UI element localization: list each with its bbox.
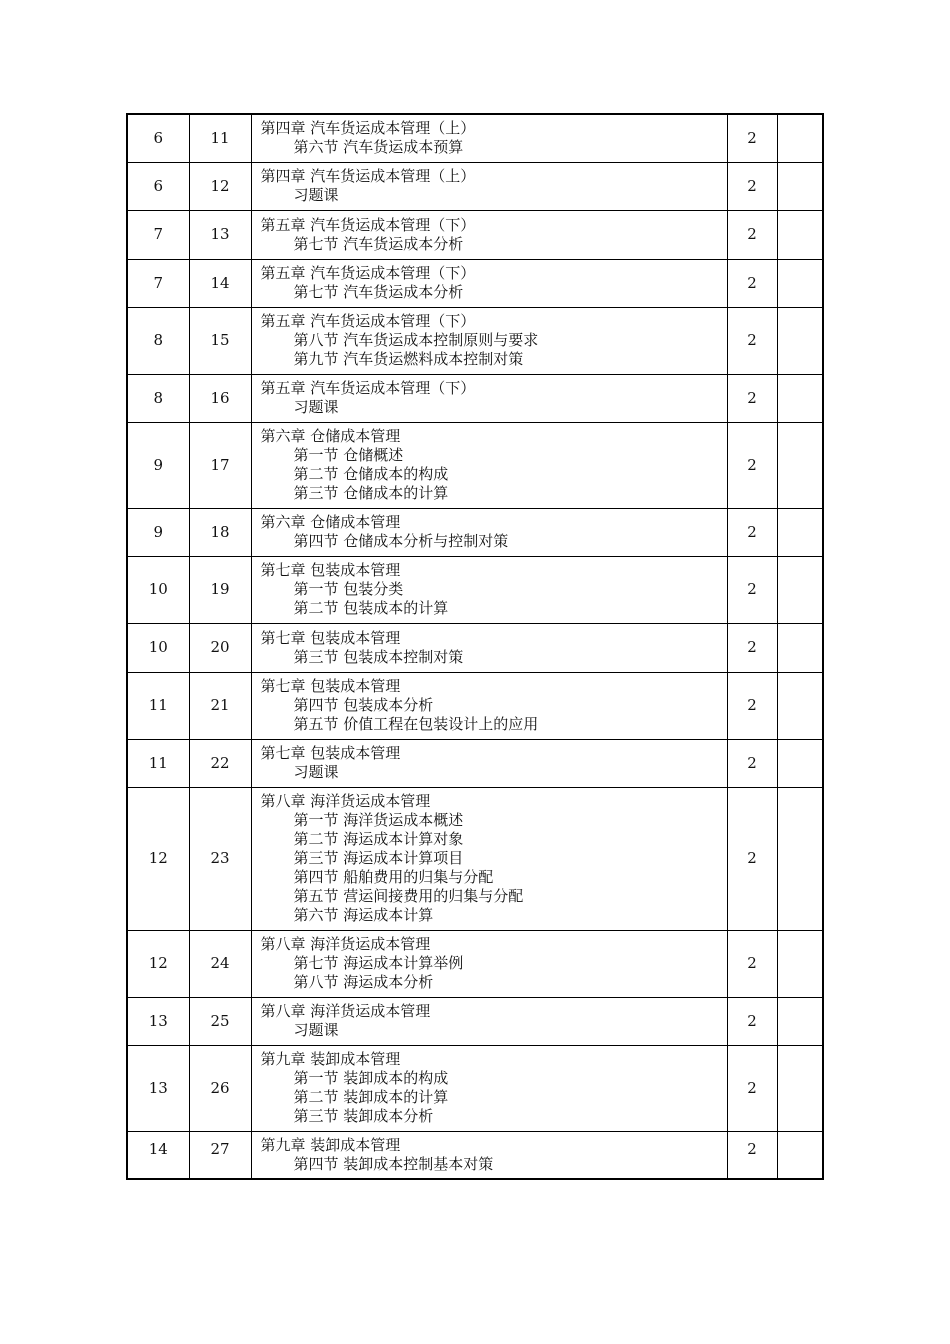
lesson-cell: 16 xyxy=(189,374,251,422)
content-cell xyxy=(251,556,727,623)
hours-cell: 2 xyxy=(727,508,777,556)
lesson-cell: 23 xyxy=(189,787,251,930)
week-cell: 7 xyxy=(127,210,189,259)
content-cell xyxy=(251,623,727,672)
note-cell xyxy=(777,210,823,259)
hours-cell: 2 xyxy=(727,162,777,210)
chapter-title: 第八章 海洋货运成本管理 xyxy=(260,1002,431,1020)
section-title: 第一节 装卸成本的构成 xyxy=(293,1069,449,1087)
chapter-title: 第五章 汽车货运成本管理（下） xyxy=(260,312,476,330)
chapter-title: 第九章 装卸成本管理 xyxy=(260,1135,401,1154)
section-title: 第六节 汽车货运成本预算 xyxy=(293,138,464,157)
week-cell: 9 xyxy=(127,508,189,556)
week-cell: 6 xyxy=(127,114,189,162)
table-row xyxy=(127,210,823,259)
table-row xyxy=(127,374,823,422)
table-row xyxy=(127,672,823,739)
table-row xyxy=(127,162,823,210)
section-title: 第一节 包装分类 xyxy=(293,580,404,598)
hours-cell: 2 xyxy=(727,422,777,508)
table-row xyxy=(127,997,823,1045)
lesson-cell: 26 xyxy=(189,1045,251,1131)
section-title: 第八节 汽车货运成本控制原则与要求 xyxy=(293,331,539,349)
section-title: 习题课 xyxy=(293,186,339,204)
hours-cell: 2 xyxy=(727,114,777,162)
table-row xyxy=(127,1045,823,1131)
content-cell xyxy=(251,930,727,997)
chapter-title: 第八章 海洋货运成本管理 xyxy=(260,935,431,953)
content-cell xyxy=(251,162,727,210)
note-cell xyxy=(777,422,823,508)
schedule-body xyxy=(127,114,823,1179)
section-title: 第八节 海运成本分析 xyxy=(293,973,434,991)
content-cell xyxy=(251,508,727,556)
week-cell: 8 xyxy=(127,307,189,374)
section-title: 第三节 包装成本控制对策 xyxy=(293,647,464,666)
chapter-title: 第五章 汽车货运成本管理（下） xyxy=(260,215,476,234)
content-cell xyxy=(251,739,727,787)
hours-cell: 2 xyxy=(727,787,777,930)
content-cell xyxy=(251,259,727,307)
lesson-cell: 21 xyxy=(189,672,251,739)
lesson-cell: 25 xyxy=(189,997,251,1045)
content-cell xyxy=(251,1131,727,1179)
chapter-title: 第五章 汽车货运成本管理（下） xyxy=(260,264,476,282)
note-cell xyxy=(777,114,823,162)
content-cell xyxy=(251,787,727,930)
chapter-title: 第八章 海洋货运成本管理 xyxy=(260,792,431,810)
section-title: 第九节 汽车货运燃料成本控制对策 xyxy=(293,350,524,368)
week-cell: 14 xyxy=(127,1131,189,1179)
chapter-title: 第七章 包装成本管理 xyxy=(260,677,401,695)
hours-cell: 2 xyxy=(727,374,777,422)
section-title: 习题课 xyxy=(293,763,339,781)
chapter-title: 第四章 汽车货运成本管理（上） xyxy=(260,167,476,185)
section-title: 第七节 海运成本计算举例 xyxy=(293,954,464,972)
section-title: 第三节 仓储成本的计算 xyxy=(293,484,449,502)
chapter-title: 第九章 装卸成本管理 xyxy=(260,1050,401,1068)
note-cell xyxy=(777,508,823,556)
section-title: 第四节 装卸成本控制基本对策 xyxy=(293,1154,494,1173)
content-cell xyxy=(251,997,727,1045)
note-cell xyxy=(777,739,823,787)
table-row xyxy=(127,787,823,930)
note-cell xyxy=(777,997,823,1045)
note-cell xyxy=(777,623,823,672)
note-cell xyxy=(777,556,823,623)
lesson-cell: 27 xyxy=(189,1131,251,1179)
lesson-cell: 19 xyxy=(189,556,251,623)
table-row xyxy=(127,307,823,374)
hours-cell: 2 xyxy=(727,623,777,672)
content-cell xyxy=(251,114,727,162)
section-title: 习题课 xyxy=(293,398,339,416)
chapter-title: 第七章 包装成本管理 xyxy=(260,628,401,647)
section-title: 第二节 包装成本的计算 xyxy=(293,599,449,617)
lesson-cell: 24 xyxy=(189,930,251,997)
lesson-cell: 14 xyxy=(189,259,251,307)
table-row xyxy=(127,508,823,556)
lesson-cell: 18 xyxy=(189,508,251,556)
week-cell: 10 xyxy=(127,623,189,672)
content-cell xyxy=(251,672,727,739)
hours-cell: 2 xyxy=(727,739,777,787)
lesson-cell: 22 xyxy=(189,739,251,787)
week-cell: 11 xyxy=(127,672,189,739)
note-cell xyxy=(777,162,823,210)
lesson-cell: 20 xyxy=(189,623,251,672)
table-row xyxy=(127,739,823,787)
note-cell xyxy=(777,374,823,422)
week-cell: 12 xyxy=(127,787,189,930)
table-row xyxy=(127,422,823,508)
week-cell: 8 xyxy=(127,374,189,422)
note-cell xyxy=(777,1131,823,1179)
section-title: 第三节 装卸成本分析 xyxy=(293,1107,434,1125)
table-row xyxy=(127,259,823,307)
note-cell xyxy=(777,930,823,997)
section-title: 第四节 包装成本分析 xyxy=(293,696,434,714)
section-title: 第七节 汽车货运成本分析 xyxy=(293,234,464,253)
table-row xyxy=(127,623,823,672)
chapter-title: 第七章 包装成本管理 xyxy=(260,744,401,762)
schedule-table xyxy=(126,113,824,1180)
table-row xyxy=(127,114,823,162)
content-cell xyxy=(251,307,727,374)
content-cell xyxy=(251,210,727,259)
week-cell: 12 xyxy=(127,930,189,997)
section-title: 第六节 海运成本计算 xyxy=(293,906,434,924)
section-title: 第四节 船舶费用的归集与分配 xyxy=(293,868,494,886)
section-title: 第五节 价值工程在包装设计上的应用 xyxy=(293,715,539,733)
table-row xyxy=(127,556,823,623)
hours-cell: 2 xyxy=(727,1045,777,1131)
chapter-title: 第七章 包装成本管理 xyxy=(260,561,401,579)
week-cell: 6 xyxy=(127,162,189,210)
section-title: 第四节 仓储成本分析与控制对策 xyxy=(293,532,509,550)
week-cell: 7 xyxy=(127,259,189,307)
note-cell xyxy=(777,259,823,307)
section-title: 第五节 营运间接费用的归集与分配 xyxy=(293,887,524,905)
section-title: 第七节 汽车货运成本分析 xyxy=(293,283,464,301)
section-title: 第二节 装卸成本的计算 xyxy=(293,1088,449,1106)
note-cell xyxy=(777,787,823,930)
hours-cell: 2 xyxy=(727,556,777,623)
table-row xyxy=(127,1131,823,1179)
lesson-cell: 15 xyxy=(189,307,251,374)
hours-cell: 2 xyxy=(727,997,777,1045)
note-cell xyxy=(777,672,823,739)
chapter-title: 第六章 仓储成本管理 xyxy=(260,513,401,531)
hours-cell: 2 xyxy=(727,210,777,259)
chapter-title: 第四章 汽车货运成本管理（上） xyxy=(260,119,476,138)
hours-cell: 2 xyxy=(727,1131,777,1179)
week-cell: 10 xyxy=(127,556,189,623)
section-title: 第三节 海运成本计算项目 xyxy=(293,849,464,867)
section-title: 第一节 海洋货运成本概述 xyxy=(293,811,464,829)
chapter-title: 第六章 仓储成本管理 xyxy=(260,427,401,445)
week-cell: 9 xyxy=(127,422,189,508)
section-title: 习题课 xyxy=(293,1021,339,1039)
chapter-title: 第五章 汽车货运成本管理（下） xyxy=(260,379,476,397)
lesson-cell: 17 xyxy=(189,422,251,508)
note-cell xyxy=(777,1045,823,1131)
lesson-cell: 13 xyxy=(189,210,251,259)
lesson-cell: 12 xyxy=(189,162,251,210)
hours-cell: 2 xyxy=(727,672,777,739)
hours-cell: 2 xyxy=(727,930,777,997)
week-cell: 13 xyxy=(127,1045,189,1131)
note-cell xyxy=(777,307,823,374)
content-cell xyxy=(251,1045,727,1131)
section-title: 第一节 仓储概述 xyxy=(293,446,404,464)
lesson-cell: 11 xyxy=(189,114,251,162)
section-title: 第二节 仓储成本的构成 xyxy=(293,465,449,483)
section-title: 第二节 海运成本计算对象 xyxy=(293,830,464,848)
content-cell xyxy=(251,422,727,508)
content-cell xyxy=(251,374,727,422)
week-cell: 11 xyxy=(127,739,189,787)
hours-cell: 2 xyxy=(727,307,777,374)
hours-cell: 2 xyxy=(727,259,777,307)
table-row xyxy=(127,930,823,997)
week-cell: 13 xyxy=(127,997,189,1045)
